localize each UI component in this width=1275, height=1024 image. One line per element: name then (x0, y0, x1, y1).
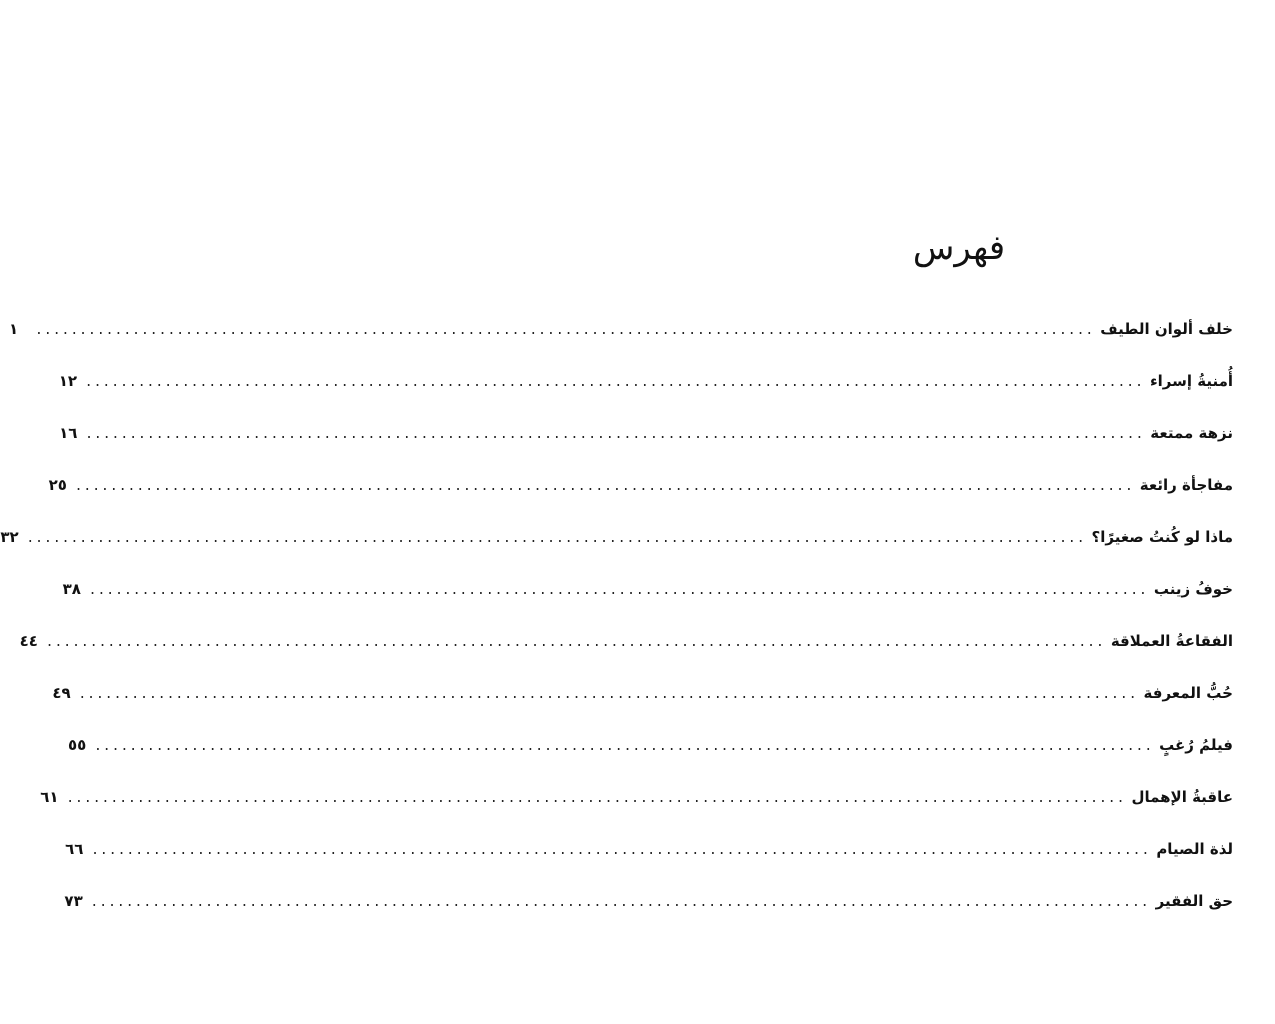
toc-entry (19, 632, 1233, 684)
toc-entry-page: ٥٥ (67, 736, 87, 754)
toc-entry (62, 580, 1233, 632)
toc-entry (52, 684, 1233, 736)
dot-leader: ........................................................................................................................ (91, 843, 1151, 858)
toc-entry-title: عاقبةُ الإهمال (1131, 788, 1233, 806)
toc-entry-title: لذة الصيام (1156, 840, 1233, 858)
toc-entry-title: حُبُّ المعرفة (1143, 684, 1233, 702)
toc-entry-page: ٦١ (40, 788, 59, 806)
toc-entry (67, 736, 1233, 788)
toc-entry (48, 476, 1233, 528)
toc-entry-page: ٤٤ (19, 632, 38, 650)
dot-leader: ........................................................................................................................ (74, 479, 1134, 494)
toc-entry-title: فيلمُ رُغبٍ (1159, 736, 1233, 754)
dot-leader: ........................................................................................................................ (45, 635, 1105, 650)
table-of-contents (0, 320, 1233, 944)
toc-entry-page: ١٦ (59, 424, 78, 442)
page-title: فهرس (912, 227, 1006, 268)
toc-entry-page: ٦٦ (65, 840, 84, 858)
dot-leader: ........................................................................................................................ (35, 323, 1095, 338)
toc-entry (9, 320, 1233, 372)
toc-entry (40, 788, 1233, 840)
dot-leader: ........................................................................................................................ (88, 583, 1148, 598)
toc-entry-title: خوفُ زينب (1153, 580, 1233, 598)
dot-leader: ........................................................................................................................ (93, 739, 1154, 754)
dot-leader: ........................................................................................................................ (78, 687, 1138, 702)
dot-leader: ........................................................................................................................ (66, 791, 1126, 806)
toc-entry-page: ٢٥ (48, 476, 67, 494)
toc-entry-title: حق الفقير (1155, 892, 1233, 910)
toc-entry (0, 528, 1233, 580)
dot-leader: ........................................................................................................................ (26, 531, 1086, 546)
toc-entry-title: نزهة ممتعة (1150, 424, 1233, 442)
toc-entry-page: ٣٨ (62, 580, 81, 598)
toc-entry-title: خلف ألوان الطيف (1100, 320, 1233, 338)
toc-entry-page: ٣٢ (0, 528, 19, 546)
toc-entry-page: ٤٩ (52, 684, 71, 702)
toc-entry (64, 892, 1233, 944)
toc-entry-page: ١ (9, 320, 19, 338)
dot-leader: ........................................................................................................................ (90, 895, 1150, 910)
dot-leader: ........................................................................................................................ (85, 427, 1145, 442)
toc-entry-title: أُمنيةُ إسراء (1149, 372, 1233, 390)
toc-entry-title: ماذا لو كُنتُ صغيرًا؟ (1091, 528, 1233, 546)
toc-entry (65, 840, 1233, 892)
toc-entry-page: ٧٣ (64, 892, 83, 910)
dot-leader: ........................................................................................................................ (84, 375, 1144, 390)
toc-entry (59, 424, 1233, 476)
toc-entry (58, 372, 1233, 424)
toc-entry-title: الفقاعةُ العملاقة (1110, 632, 1233, 650)
toc-entry-page: ١٢ (58, 372, 78, 390)
toc-entry-title: مفاجأة رائعة (1139, 476, 1233, 494)
